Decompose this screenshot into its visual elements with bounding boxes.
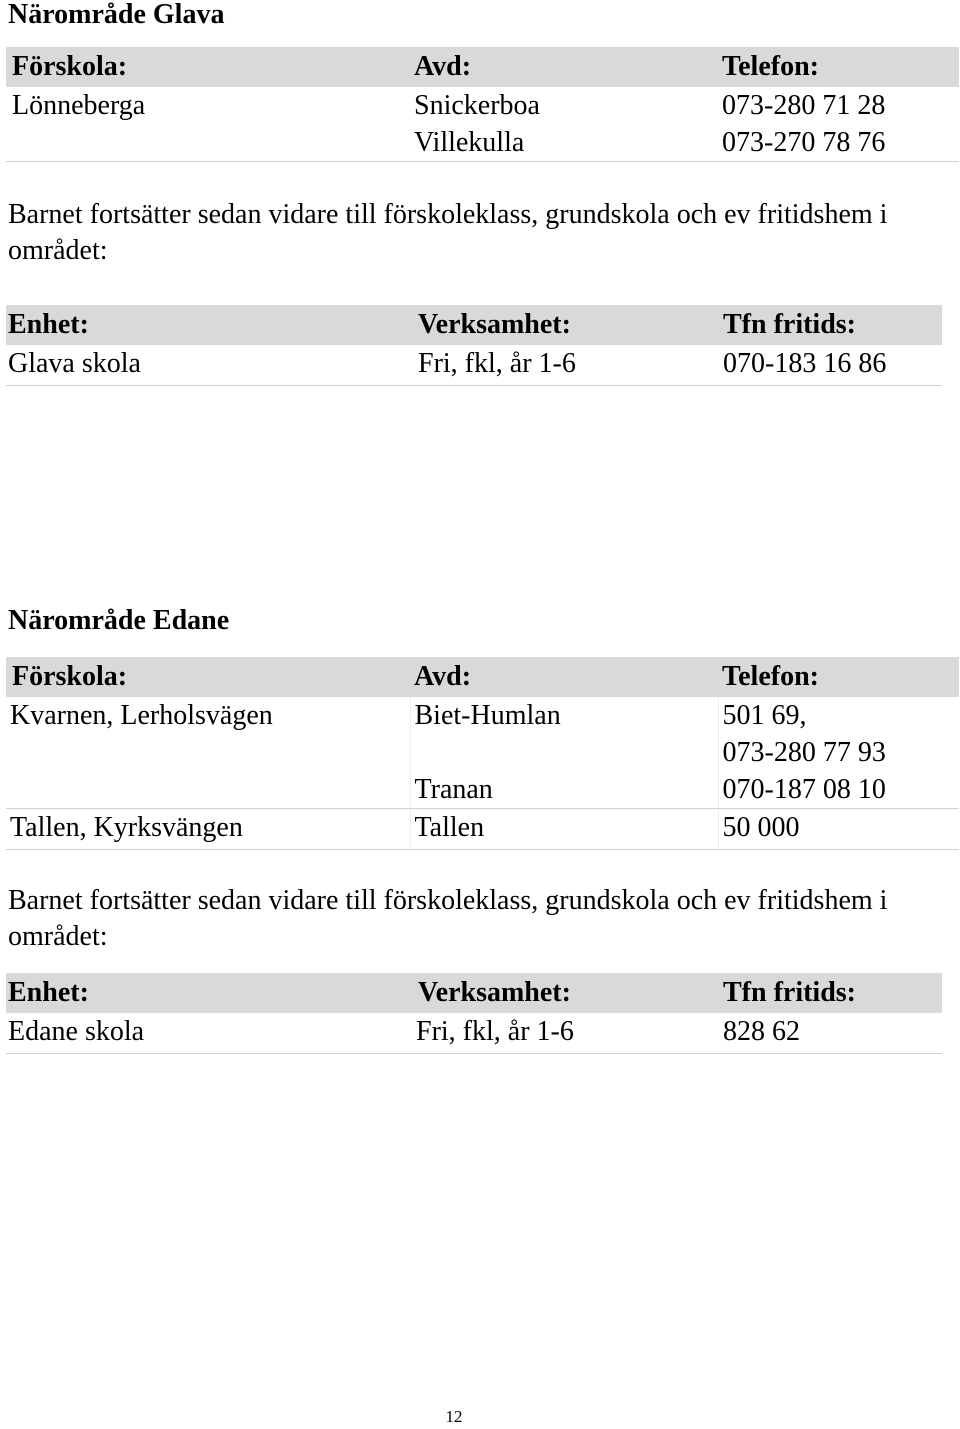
column-header-telefon: Telefon: — [718, 47, 959, 87]
cell-avd — [410, 87, 718, 162]
cell-avd-line: Villekulla — [414, 127, 525, 158]
table-header-row — [6, 47, 959, 87]
column-header-forskola: Förskola: — [6, 657, 410, 697]
cell-avd-line — [415, 734, 718, 771]
cell-telefon: 50 000 — [718, 809, 959, 850]
glava-school-table — [6, 305, 942, 386]
table-row — [6, 345, 942, 386]
cell-avd: Tallen — [410, 809, 718, 850]
cell-forskola: Tallen, Kyrksvängen — [6, 809, 410, 850]
continuation-text-edane: Barnet fortsätter sedan vidare till förskoleklass, grundskola och ev fritidshem i området: — [8, 885, 888, 952]
cell-avd-line: Tranan — [414, 774, 493, 805]
column-header-avd: Avd: — [410, 47, 718, 87]
table-header-row — [6, 973, 942, 1013]
cell-telefon-line: 073-280 71 28 — [722, 90, 886, 121]
column-header-tfn-fritids: Tfn fritids: — [719, 305, 942, 345]
cell-avd-line: Snickerboa — [414, 90, 540, 121]
cell-enhet: Glava skola — [6, 345, 414, 386]
cell-telefon — [718, 697, 959, 809]
cell-avd-line: Biet-Humlan — [414, 700, 561, 731]
glava-preschool-table — [6, 47, 959, 162]
table-row — [6, 697, 959, 809]
cell-avd — [410, 697, 718, 809]
page-number: 12 — [445, 1407, 463, 1426]
table-header-row — [6, 657, 959, 697]
cell-telefon-line: 070-187 08 10 — [722, 774, 886, 805]
column-header-verksamhet: Verksamhet: — [414, 305, 719, 345]
column-header-telefon: Telefon: — [718, 657, 959, 697]
cell-tfn-fritids: 070-183 16 86 — [719, 345, 942, 386]
column-header-tfn-fritids: Tfn fritids: — [719, 973, 942, 1013]
cell-verksamhet: Fri, fkl, år 1-6 — [414, 1013, 719, 1054]
cell-enhet: Edane skola — [6, 1013, 414, 1054]
table-row — [6, 1013, 942, 1054]
continuation-text-glava: Barnet fortsätter sedan vidare till förskoleklass, grundskola och ev fritidshem i området: — [8, 199, 888, 266]
cell-tfn-fritids: 828 62 — [719, 1013, 942, 1054]
table-header-row — [6, 305, 942, 345]
edane-preschool-table — [6, 657, 959, 850]
cell-telefon-line: 073-270 78 76 — [722, 127, 886, 158]
cell-forskola: Lönneberga — [6, 87, 410, 162]
column-header-avd: Avd: — [410, 657, 718, 697]
table-row — [6, 809, 959, 850]
column-header-verksamhet: Verksamhet: — [414, 973, 719, 1013]
column-header-enhet: Enhet: — [6, 973, 414, 1013]
column-header-forskola: Förskola: — [6, 47, 410, 87]
cell-forskola: Kvarnen, Lerholsvägen — [6, 697, 410, 809]
cell-telefon-line: 073-280 77 93 — [722, 737, 886, 768]
section-title-glava: Närområde Glava — [8, 0, 225, 30]
section-title-edane: Närområde Edane — [8, 605, 230, 636]
column-header-enhet: Enhet: — [6, 305, 414, 345]
cell-verksamhet: Fri, fkl, år 1-6 — [414, 345, 719, 386]
cell-telefon-line: 501 69, — [722, 700, 807, 731]
table-row — [6, 87, 959, 162]
cell-telefon — [718, 87, 959, 162]
edane-school-table — [6, 973, 942, 1054]
